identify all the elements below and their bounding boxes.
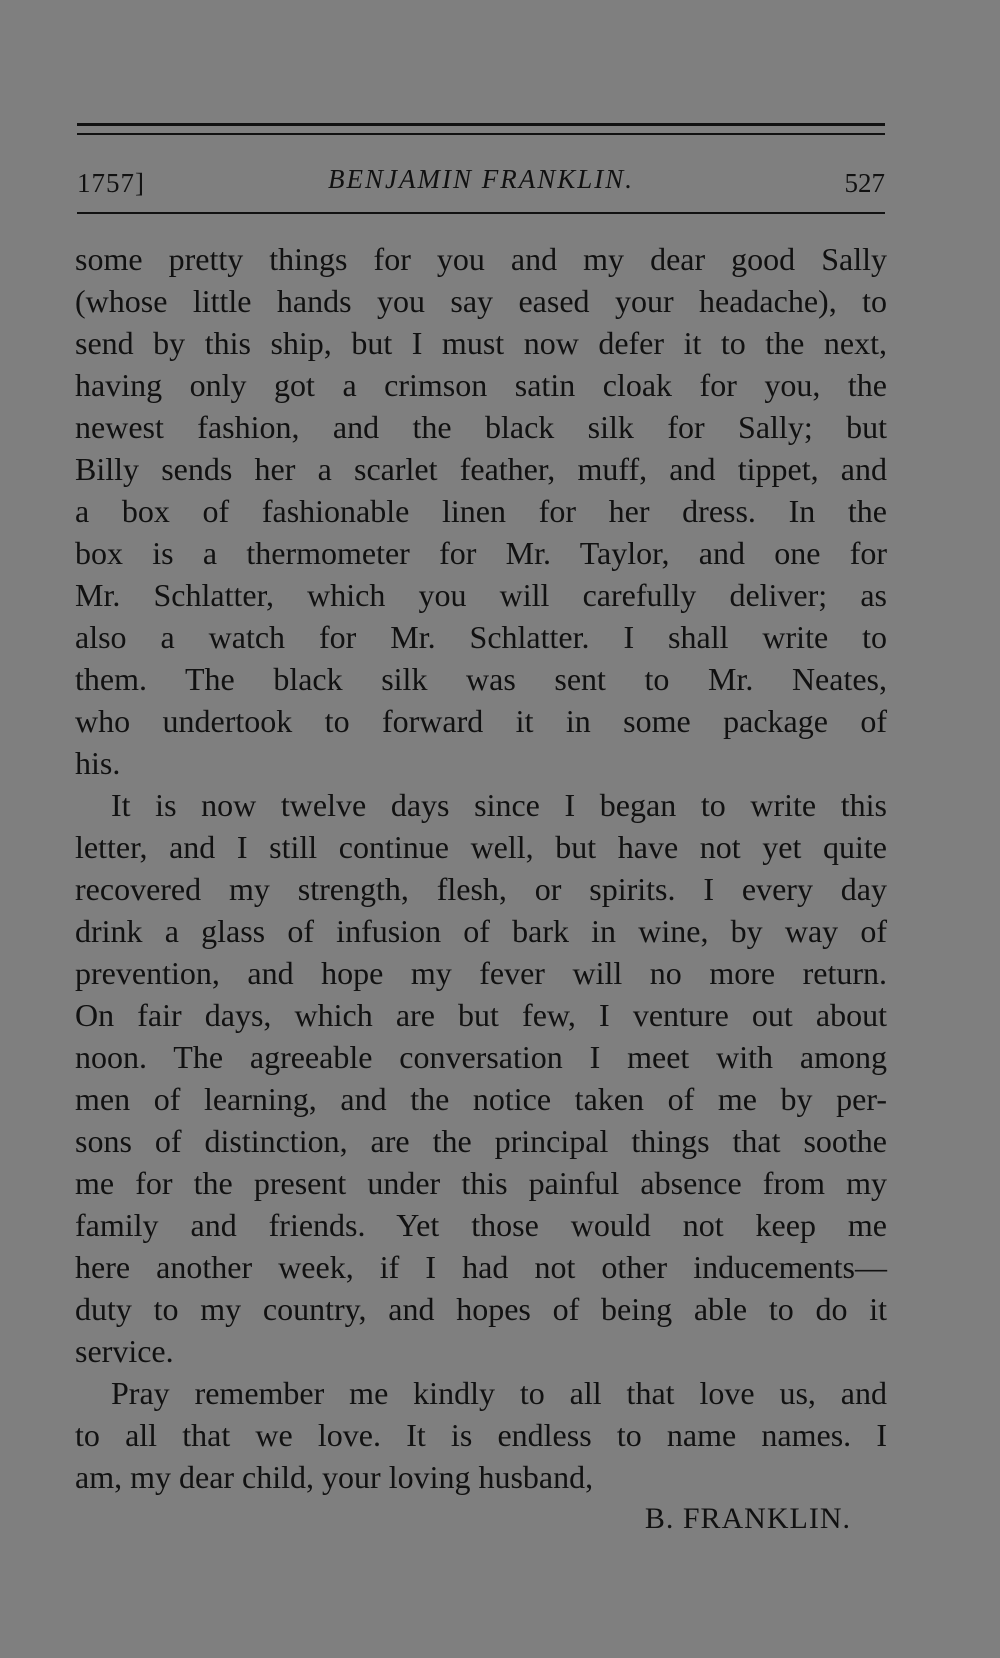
header-title: BENJAMIN FRANKLIN. (328, 164, 634, 194)
text-line: Mr. Schlatter, which you will carefully deliver; as (75, 577, 887, 613)
running-head (77, 160, 885, 200)
text-line: letter, and I still continue well, but have not yet quite (75, 829, 887, 865)
text-line: also a watch for Mr. Schlatter. I shall write to (75, 619, 887, 655)
text-line: box is a thermometer for Mr. Taylor, and one for (75, 535, 887, 571)
text-line: duty to my country, and hopes of being able to do it (75, 1291, 887, 1327)
header-year: 1757] (77, 168, 145, 198)
text-line: am, my dear child, your loving husband, (75, 1459, 594, 1495)
text-line: prevention, and hope my fever will no more return. (75, 955, 887, 991)
text-line: noon. The agreeable conversation I meet with among (75, 1039, 887, 1075)
text-line: drink a glass of infusion of bark in wine, by way of (75, 913, 887, 949)
paragraph (75, 1372, 887, 1498)
text-line: It is now twelve days since I began to write this (111, 787, 887, 823)
signature: B. FRANKLIN. (644, 1502, 851, 1535)
paragraph (75, 238, 887, 784)
header-rule-second (77, 133, 885, 135)
text-line: a box of fashionable linen for her dress. In the (75, 493, 887, 529)
text-line: some pretty things for you and my dear good Sally (75, 241, 887, 277)
text-line: (whose little hands you say eased your headache), to (75, 283, 887, 319)
text-line: service. (75, 1333, 174, 1369)
text-line: them. The black silk was sent to Mr. Neates, (75, 661, 887, 697)
text-line: family and friends. Yet those would not keep me (75, 1207, 887, 1243)
letter-body (75, 238, 887, 1540)
text-line: sons of distinction, are the principal things that soothe (75, 1123, 887, 1159)
text-line: having only got a crimson satin cloak for you, the (75, 367, 887, 403)
text-line: men of learning, and the notice taken of me by per- (75, 1081, 887, 1117)
text-line: newest fashion, and the black silk for Sally; but (75, 409, 887, 445)
text-line: me for the present under this painful absence from my (75, 1165, 887, 1201)
text-line: Billy sends her a scarlet feather, muff, and tippet, and (75, 451, 887, 487)
header-rule-bottom (77, 212, 885, 214)
text-line: to all that we love. It is endless to name names. I (75, 1417, 887, 1453)
text-line: send by this ship, but I must now defer it to the next, (75, 325, 887, 361)
paragraph (75, 784, 887, 1372)
text-line: his. (75, 745, 121, 781)
text-line: Pray remember me kindly to all that love us, and (111, 1375, 887, 1411)
header-rule-top (77, 123, 885, 126)
text-line: here another week, if I had not other inducements— (75, 1249, 887, 1285)
text-line: On fair days, which are but few, I venture out about (75, 997, 887, 1033)
page-number: 527 (844, 168, 885, 198)
text-line: recovered my strength, flesh, or spirits. I every day (75, 871, 887, 907)
text-line: who undertook to forward it in some package of (75, 703, 887, 739)
